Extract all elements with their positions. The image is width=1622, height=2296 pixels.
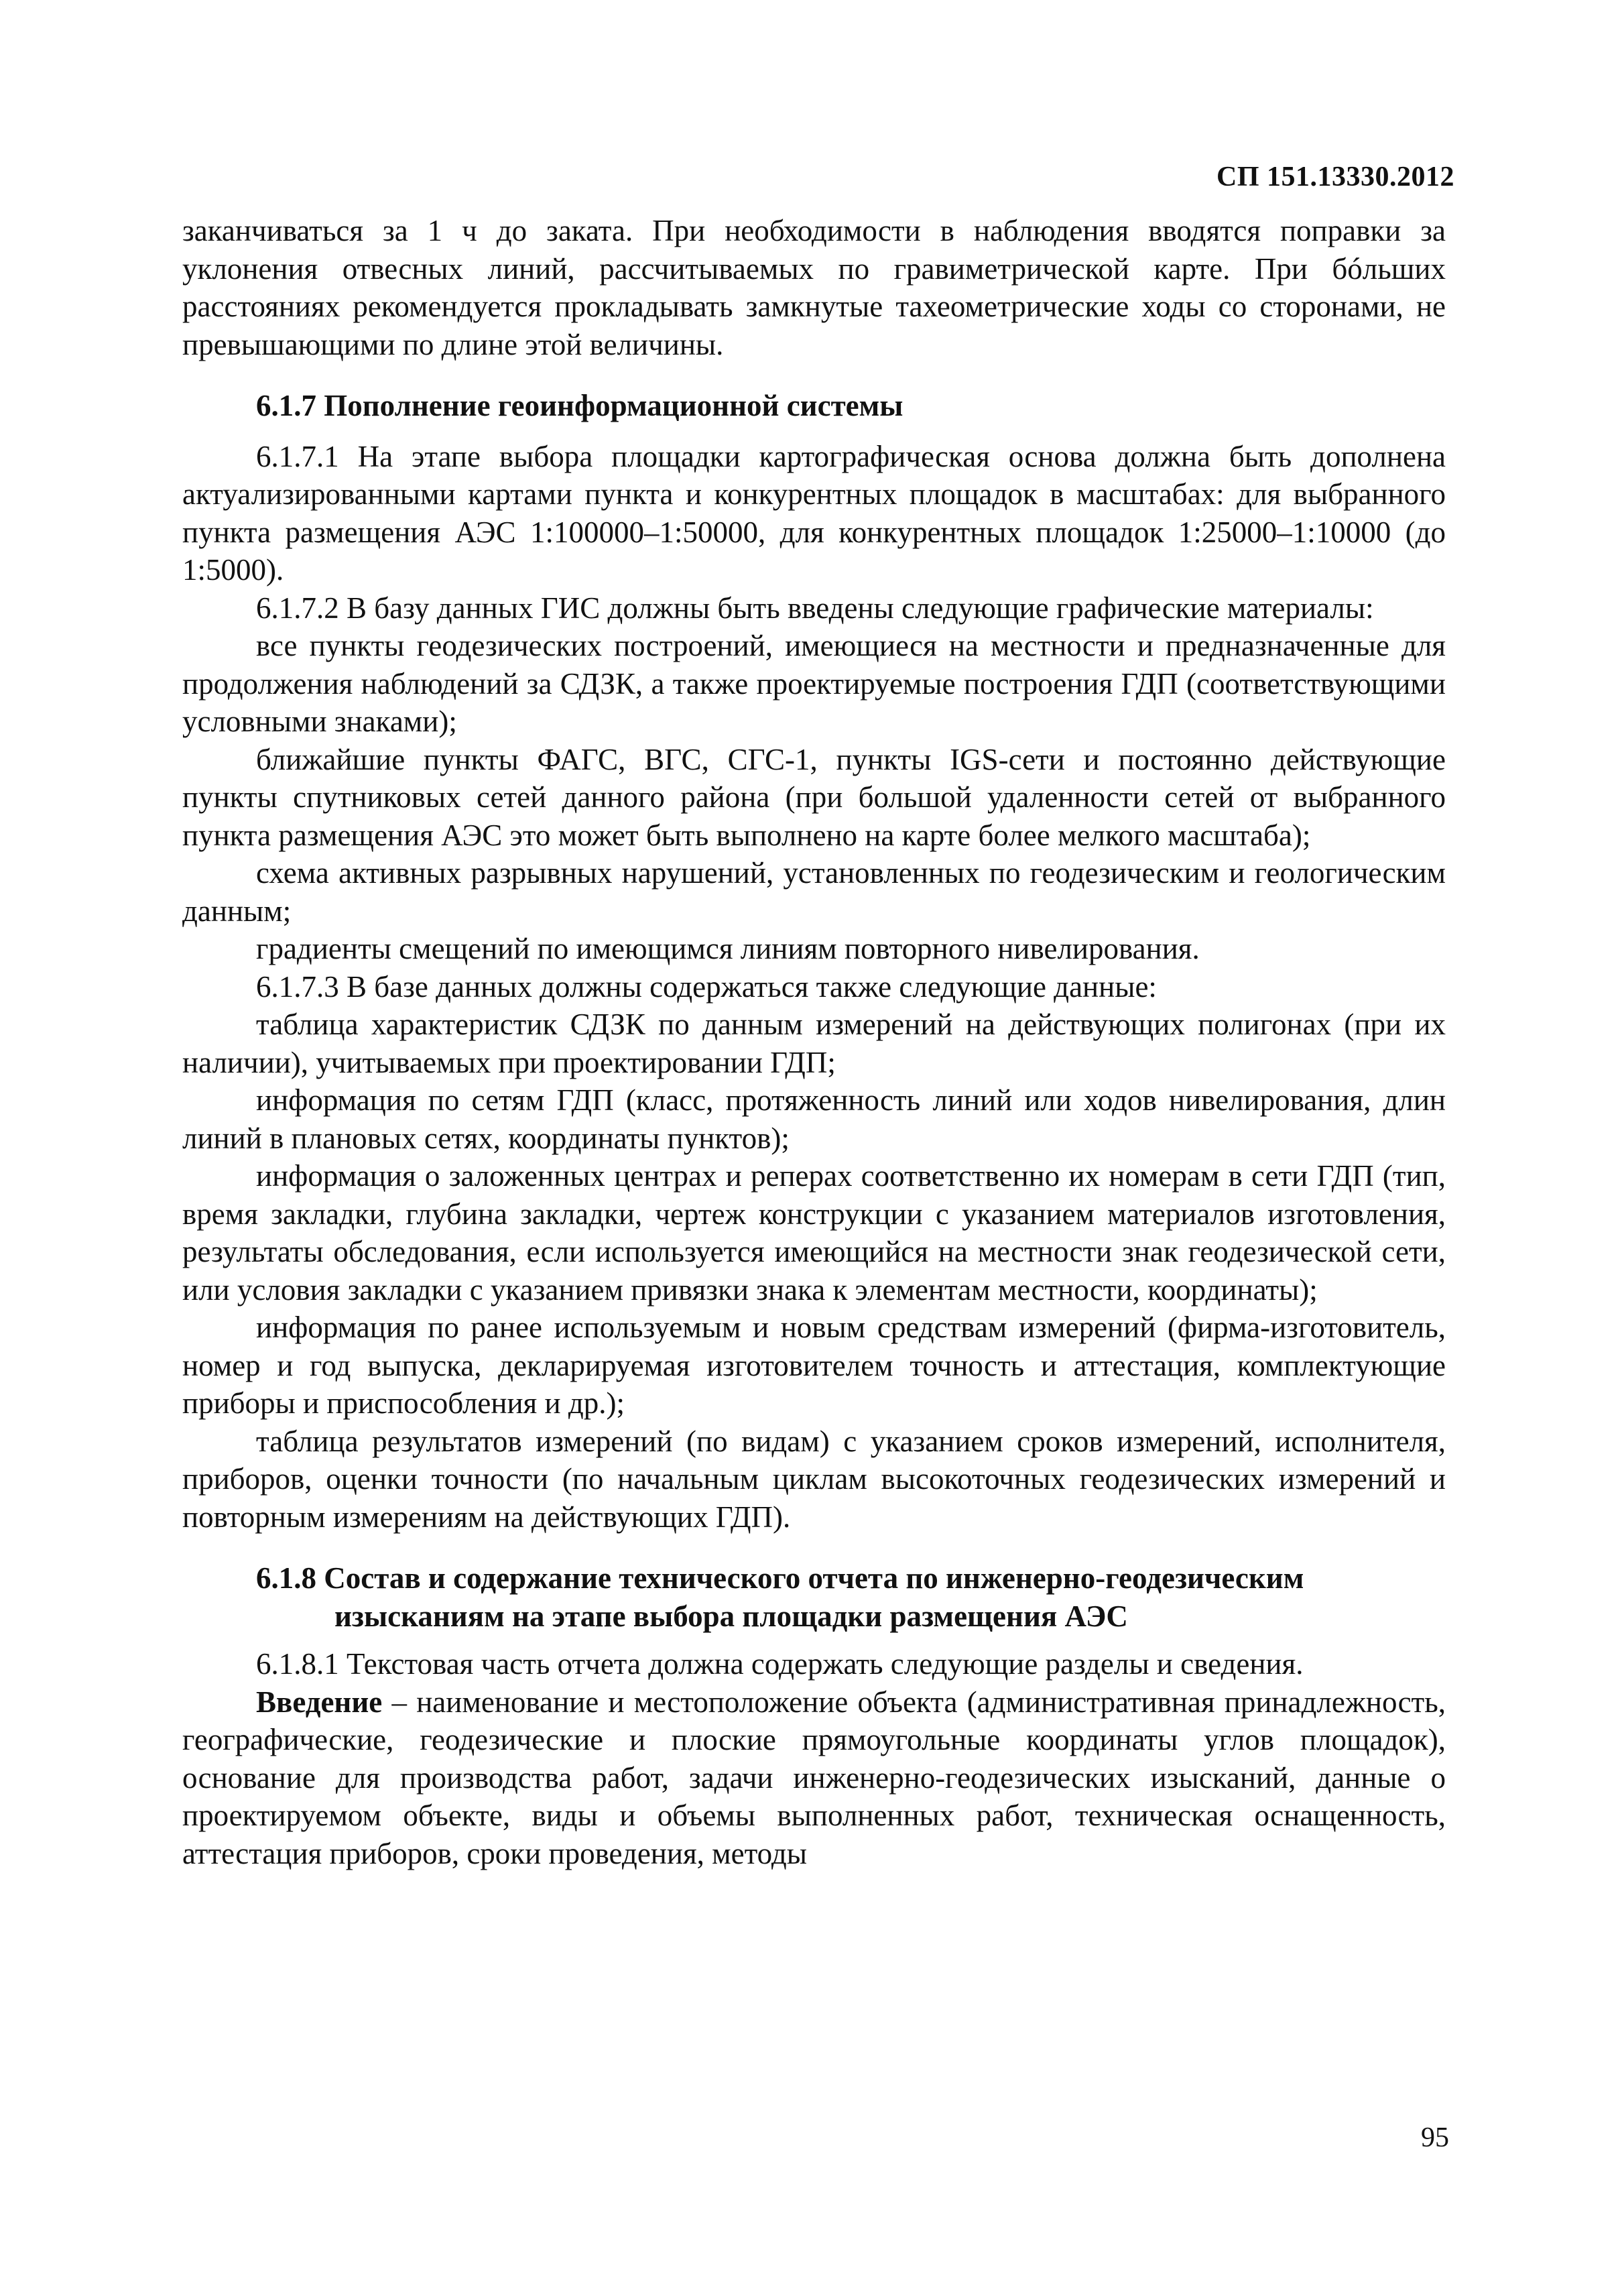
list-item: все пункты геодезических построений, имеющиеся на местности и предназначенные для продолжения наблюдений за СДЗК, а также проектируемые построения ГДП (соответствующими условными знаками); <box>182 629 1446 738</box>
list-item: схема активных разрывных нарушений, установленных по геодезическим и геологическим данным; <box>182 856 1446 928</box>
paragraph-introduction <box>182 1683 1446 1873</box>
document-code: СП 151.13330.2012 <box>1216 162 1454 192</box>
list-item: таблица результатов измерений (по видам) с указанием сроков измерений, исполнителя, приборов, оценки точности (по начальным циклам высокоточных геодезических измерений и повторным измерениям на действующих ГДП). <box>182 1424 1446 1534</box>
paragraph-6-1-7-2: 6.1.7.2 В базу данных ГИС должны быть введены следующие графические материалы: <box>256 591 1374 625</box>
list-item: информация о заложенных центрах и реперах соответственно их номерам в сети ГДП (тип, время закладки, глубина закладки, чертеж конструкции с указанием материалов изготовления, результаты обследования, если используется имеющийся на местности знак геодезической сети, или условия закладки с указанием привязки знака к элементам местности, координаты); <box>182 1159 1446 1307</box>
paragraph-6-1-8-1: 6.1.8.1 Текстовая часть отчета должна содержать следующие разделы и сведения. <box>256 1647 1304 1681</box>
list-item: ближайшие пункты ФАГС, ВГС, СГС-1, пункты IGS-сети и постоянно действующие пункты спутниковых сетей данного района (при большой удаленности сетей от выбранного пункта размещения АЭС это может быть выполнено на карте более мелкого масштаба); <box>182 742 1446 852</box>
list-item: градиенты смещений по имеющимся линиям повторного нивелирования. <box>256 932 1200 965</box>
document-body <box>182 212 1446 1872</box>
section-heading-6-1-7: 6.1.7 Пополнение геоинформационной системы <box>256 389 903 422</box>
page-number: 95 <box>1421 2122 1449 2153</box>
introduction-text: – наименование и местоположение объекта (административная принадлежность, географические, геодезические и плоские прямоугольные координаты углов площадок), основание для производства работ, задачи инженерно-геодезических изысканий, данные о проектируемом объекте, виды и объемы выполненных работ, техническая оснащенность, аттестация приборов, сроки проведения, методы <box>182 1685 1446 1870</box>
list-item: информация по сетям ГДП (класс, протяженность линий или ходов нивелирования, длин линий в плановых сетях, координаты пунктов); <box>182 1083 1446 1155</box>
paragraph-6-1-7-3: 6.1.7.3 В базе данных должны содержаться также следующие данные: <box>256 969 1157 1004</box>
paragraph-6-1-7-1: 6.1.7.1 На этапе выбора площадки картографическая основа должна быть дополнена актуализированными картами пункта и конкурентных площадок в масштабах: для выбранного пункта размещения АЭС 1:100000–1:50000, для конкурентных площадок 1:25000–1:10000 (до 1:5000). <box>182 439 1446 587</box>
list-item: информация по ранее используемым и новым средствам измерений (фирма-изготовитель, номер и год выпуска, декларируемая изготовителем точность и аттестация, комплектующие приборы и приспособления и др.); <box>182 1311 1446 1420</box>
list-item: таблица характеристик СДЗК по данным измерений на действующих полигонах (при их наличии), учитываемых при проектировании ГДП; <box>182 1008 1446 1079</box>
paragraph-continuation: заканчиваться за 1 ч до заката. При необходимости в наблюдения вводятся поправки за уклонения отвесных линий, рассчитываемых по гравиметрической карте. При бóльших расстояниях рекомендуется прокладывать замкнутые тахеометрические ходы со сторонами, не превышающими по длине этой величины. <box>182 214 1446 361</box>
introduction-term: Введение <box>256 1685 383 1719</box>
section-heading-6-1-8: 6.1.8 Состав и содержание технического отчета по инженерно-геодезическим изысканиям на этапе выбора площадки размещения АЭС <box>256 1561 1304 1633</box>
